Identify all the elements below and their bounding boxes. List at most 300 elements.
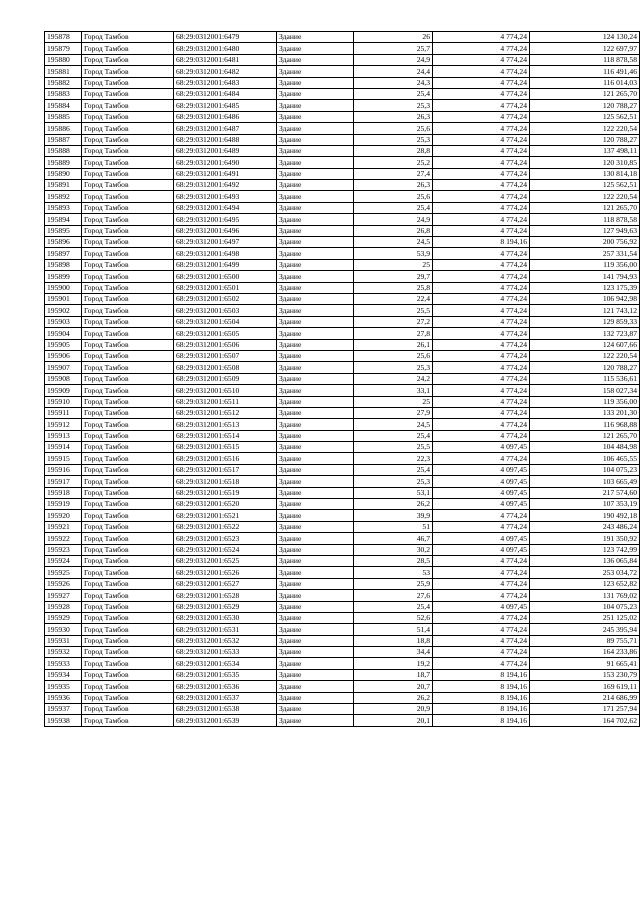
row-number-cell: 195902 <box>45 305 82 316</box>
table-row <box>45 350 640 361</box>
area-value-cell: 25,3 <box>354 476 433 487</box>
table-row <box>45 658 640 669</box>
unit-price-cell: 4 774,24 <box>433 66 530 77</box>
row-number-cell: 195910 <box>45 396 82 407</box>
row-number-cell: 195922 <box>45 533 82 544</box>
object-type-cell: Здание <box>277 305 354 316</box>
cadastral-number-cell: 68:29:0312001:6491 <box>174 168 277 179</box>
area-value-cell: 26,1 <box>354 339 433 350</box>
row-number-cell: 195878 <box>45 32 82 43</box>
table-row <box>45 271 640 282</box>
city-name-cell: Город Тамбов <box>82 32 174 43</box>
row-number-cell: 195908 <box>45 373 82 384</box>
object-type-cell: Здание <box>277 88 354 99</box>
row-number-cell: 195918 <box>45 487 82 498</box>
area-value-cell: 25,3 <box>354 134 433 145</box>
row-number-cell: 195890 <box>45 168 82 179</box>
object-type-cell: Здание <box>277 704 354 715</box>
table-row <box>45 191 640 202</box>
object-type-cell: Здание <box>277 464 354 475</box>
object-type-cell: Здание <box>277 647 354 658</box>
city-name-cell: Город Тамбов <box>82 271 174 282</box>
object-type-cell: Здание <box>277 669 354 680</box>
cadastral-value-cell: 104 075,23 <box>530 601 640 612</box>
cadastral-value-cell: 116 491,46 <box>530 66 640 77</box>
unit-price-cell: 8 194,16 <box>433 681 530 692</box>
area-value-cell: 26,3 <box>354 180 433 191</box>
area-value-cell: 53,1 <box>354 487 433 498</box>
unit-price-cell: 4 774,24 <box>433 612 530 623</box>
cadastral-number-cell: 68:29:0312001:6480 <box>174 43 277 54</box>
area-value-cell: 29,7 <box>354 271 433 282</box>
row-number-cell: 195937 <box>45 704 82 715</box>
city-name-cell: Город Тамбов <box>82 612 174 623</box>
cadastral-number-cell: 68:29:0312001:6512 <box>174 407 277 418</box>
cadastral-number-cell: 68:29:0312001:6521 <box>174 510 277 521</box>
row-number-cell: 195907 <box>45 362 82 373</box>
unit-price-cell: 4 774,24 <box>433 123 530 134</box>
cadastral-value-cell: 137 498,11 <box>530 145 640 156</box>
unit-price-cell: 4 774,24 <box>433 407 530 418</box>
cadastral-number-cell: 68:29:0312001:6486 <box>174 111 277 122</box>
table-row <box>45 555 640 566</box>
cadastral-value-cell: 257 331,54 <box>530 248 640 259</box>
city-name-cell: Город Тамбов <box>82 100 174 111</box>
table-row <box>45 476 640 487</box>
cadastral-value-cell: 118 878,58 <box>530 54 640 65</box>
object-type-cell: Здание <box>277 214 354 225</box>
table-row <box>45 305 640 316</box>
cadastral-value-cell: 121 265,70 <box>530 88 640 99</box>
city-name-cell: Город Тамбов <box>82 715 174 726</box>
row-number-cell: 195897 <box>45 248 82 259</box>
unit-price-cell: 4 774,24 <box>433 134 530 145</box>
city-name-cell: Город Тамбов <box>82 362 174 373</box>
area-value-cell: 51,4 <box>354 624 433 635</box>
cadastral-number-cell: 68:29:0312001:6488 <box>174 134 277 145</box>
table-row <box>45 715 640 726</box>
cadastral-number-cell: 68:29:0312001:6493 <box>174 191 277 202</box>
unit-price-cell: 4 774,24 <box>433 157 530 168</box>
table-row <box>45 168 640 179</box>
unit-price-cell: 4 774,24 <box>433 316 530 327</box>
city-name-cell: Город Тамбов <box>82 202 174 213</box>
row-number-cell: 195923 <box>45 544 82 555</box>
cadastral-value-cell: 103 665,49 <box>530 476 640 487</box>
area-value-cell: 25,4 <box>354 464 433 475</box>
cadastral-value-cell: 164 702,62 <box>530 715 640 726</box>
object-type-cell: Здание <box>277 282 354 293</box>
area-value-cell: 24,2 <box>354 373 433 384</box>
city-name-cell: Город Тамбов <box>82 214 174 225</box>
area-value-cell: 18,7 <box>354 669 433 680</box>
area-value-cell: 25,5 <box>354 442 433 453</box>
unit-price-cell: 4 774,24 <box>433 567 530 578</box>
cadastral-number-cell: 68:29:0312001:6498 <box>174 248 277 259</box>
area-value-cell: 26,8 <box>354 225 433 236</box>
cadastral-value-cell: 214 686,99 <box>530 692 640 703</box>
cadastral-value-cell: 158 027,34 <box>530 385 640 396</box>
city-name-cell: Город Тамбов <box>82 225 174 236</box>
area-value-cell: 25,4 <box>354 601 433 612</box>
city-name-cell: Город Тамбов <box>82 237 174 248</box>
city-name-cell: Город Тамбов <box>82 157 174 168</box>
row-number-cell: 195916 <box>45 464 82 475</box>
cadastral-number-cell: 68:29:0312001:6535 <box>174 669 277 680</box>
unit-price-cell: 4 774,24 <box>433 43 530 54</box>
table-row <box>45 704 640 715</box>
area-value-cell: 26,2 <box>354 692 433 703</box>
unit-price-cell: 4 774,24 <box>433 510 530 521</box>
unit-price-cell: 8 194,16 <box>433 704 530 715</box>
area-value-cell: 24,5 <box>354 419 433 430</box>
cadastral-number-cell: 68:29:0312001:6495 <box>174 214 277 225</box>
object-type-cell: Здание <box>277 54 354 65</box>
cadastral-value-cell: 120 310,85 <box>530 157 640 168</box>
city-name-cell: Город Тамбов <box>82 681 174 692</box>
unit-price-cell: 4 774,24 <box>433 32 530 43</box>
table-row <box>45 362 640 373</box>
table-row <box>45 601 640 612</box>
cadastral-value-cell: 116 968,88 <box>530 419 640 430</box>
city-name-cell: Город Тамбов <box>82 396 174 407</box>
city-name-cell: Город Тамбов <box>82 533 174 544</box>
object-type-cell: Здание <box>277 66 354 77</box>
cadastral-value-cell: 121 743,12 <box>530 305 640 316</box>
cadastral-number-cell: 68:29:0312001:6510 <box>174 385 277 396</box>
object-type-cell: Здание <box>277 533 354 544</box>
area-value-cell: 25,6 <box>354 191 433 202</box>
table-row <box>45 316 640 327</box>
unit-price-cell: 4 774,24 <box>433 430 530 441</box>
cadastral-number-cell: 68:29:0312001:6487 <box>174 123 277 134</box>
area-value-cell: 26,3 <box>354 111 433 122</box>
row-number-cell: 195938 <box>45 715 82 726</box>
object-type-cell: Здание <box>277 635 354 646</box>
cadastral-number-cell: 68:29:0312001:6520 <box>174 499 277 510</box>
unit-price-cell: 4 774,24 <box>433 521 530 532</box>
unit-price-cell: 4 774,24 <box>433 590 530 601</box>
cadastral-number-cell: 68:29:0312001:6507 <box>174 350 277 361</box>
object-type-cell: Здание <box>277 419 354 430</box>
object-type-cell: Здание <box>277 259 354 270</box>
object-type-cell: Здание <box>277 316 354 327</box>
cadastral-value-cell: 190 492,18 <box>530 510 640 521</box>
object-type-cell: Здание <box>277 624 354 635</box>
cadastral-value-cell: 123 175,39 <box>530 282 640 293</box>
object-type-cell: Здание <box>277 157 354 168</box>
city-name-cell: Город Тамбов <box>82 111 174 122</box>
city-name-cell: Город Тамбов <box>82 191 174 202</box>
object-type-cell: Здание <box>277 134 354 145</box>
city-name-cell: Город Тамбов <box>82 248 174 259</box>
object-type-cell: Здание <box>277 225 354 236</box>
cadastral-value-cell: 127 949,63 <box>530 225 640 236</box>
object-type-cell: Здание <box>277 43 354 54</box>
area-value-cell: 25 <box>354 396 433 407</box>
cadastral-number-cell: 68:29:0312001:6531 <box>174 624 277 635</box>
table-row <box>45 419 640 430</box>
area-value-cell: 25,9 <box>354 578 433 589</box>
cadastral-value-cell: 119 356,00 <box>530 396 640 407</box>
row-number-cell: 195893 <box>45 202 82 213</box>
cadastral-value-cell: 136 065,84 <box>530 555 640 566</box>
cadastral-value-cell: 122 220,54 <box>530 191 640 202</box>
row-number-cell: 195892 <box>45 191 82 202</box>
row-number-cell: 195895 <box>45 225 82 236</box>
area-value-cell: 53,9 <box>354 248 433 259</box>
unit-price-cell: 4 774,24 <box>433 214 530 225</box>
row-number-cell: 195900 <box>45 282 82 293</box>
cadastral-number-cell: 68:29:0312001:6533 <box>174 647 277 658</box>
cadastral-number-cell: 68:29:0312001:6538 <box>174 704 277 715</box>
unit-price-cell: 4 774,24 <box>433 54 530 65</box>
cadastral-number-cell: 68:29:0312001:6508 <box>174 362 277 373</box>
row-number-cell: 195915 <box>45 453 82 464</box>
object-type-cell: Здание <box>277 681 354 692</box>
table-row <box>45 111 640 122</box>
city-name-cell: Город Тамбов <box>82 692 174 703</box>
row-number-cell: 195899 <box>45 271 82 282</box>
object-type-cell: Здание <box>277 510 354 521</box>
row-number-cell: 195884 <box>45 100 82 111</box>
cadastral-number-cell: 68:29:0312001:6482 <box>174 66 277 77</box>
unit-price-cell: 4 774,24 <box>433 385 530 396</box>
unit-price-cell: 4 774,24 <box>433 88 530 99</box>
table-row <box>45 328 640 339</box>
area-value-cell: 20,9 <box>354 704 433 715</box>
table-row <box>45 214 640 225</box>
row-number-cell: 195934 <box>45 669 82 680</box>
city-name-cell: Город Тамбов <box>82 578 174 589</box>
unit-price-cell: 4 097,45 <box>433 533 530 544</box>
area-value-cell: 25,3 <box>354 100 433 111</box>
object-type-cell: Здание <box>277 373 354 384</box>
row-number-cell: 195898 <box>45 259 82 270</box>
row-number-cell: 195912 <box>45 419 82 430</box>
cadastral-number-cell: 68:29:0312001:6503 <box>174 305 277 316</box>
area-value-cell: 19,2 <box>354 658 433 669</box>
city-name-cell: Город Тамбов <box>82 385 174 396</box>
table-row <box>45 248 640 259</box>
table-row <box>45 282 640 293</box>
area-value-cell: 28,8 <box>354 145 433 156</box>
object-type-cell: Здание <box>277 612 354 623</box>
area-value-cell: 26,2 <box>354 499 433 510</box>
unit-price-cell: 4 097,45 <box>433 464 530 475</box>
area-value-cell: 25,3 <box>354 362 433 373</box>
city-name-cell: Город Тамбов <box>82 647 174 658</box>
row-number-cell: 195885 <box>45 111 82 122</box>
area-value-cell: 25 <box>354 259 433 270</box>
object-type-cell: Здание <box>277 590 354 601</box>
object-type-cell: Здание <box>277 476 354 487</box>
area-value-cell: 25,4 <box>354 202 433 213</box>
cadastral-number-cell: 68:29:0312001:6518 <box>174 476 277 487</box>
cadastral-number-cell: 68:29:0312001:6481 <box>174 54 277 65</box>
unit-price-cell: 4 097,45 <box>433 601 530 612</box>
cadastral-number-cell: 68:29:0312001:6511 <box>174 396 277 407</box>
cadastral-number-cell: 68:29:0312001:6484 <box>174 88 277 99</box>
city-name-cell: Город Тамбов <box>82 476 174 487</box>
table-row <box>45 590 640 601</box>
unit-price-cell: 4 774,24 <box>433 555 530 566</box>
unit-price-cell: 4 774,24 <box>433 635 530 646</box>
row-number-cell: 195889 <box>45 157 82 168</box>
city-name-cell: Город Тамбов <box>82 259 174 270</box>
city-name-cell: Город Тамбов <box>82 442 174 453</box>
cadastral-number-cell: 68:29:0312001:6525 <box>174 555 277 566</box>
row-number-cell: 195921 <box>45 521 82 532</box>
object-type-cell: Здание <box>277 77 354 88</box>
area-value-cell: 20,1 <box>354 715 433 726</box>
table-row <box>45 567 640 578</box>
object-type-cell: Здание <box>277 111 354 122</box>
area-value-cell: 25,5 <box>354 305 433 316</box>
area-value-cell: 28,5 <box>354 555 433 566</box>
city-name-cell: Город Тамбов <box>82 419 174 430</box>
table-row <box>45 521 640 532</box>
cadastral-value-cell: 171 257,94 <box>530 704 640 715</box>
unit-price-cell: 4 774,24 <box>433 168 530 179</box>
city-name-cell: Город Тамбов <box>82 339 174 350</box>
unit-price-cell: 8 194,16 <box>433 669 530 680</box>
row-number-cell: 195927 <box>45 590 82 601</box>
table-row <box>45 293 640 304</box>
table-row <box>45 544 640 555</box>
area-value-cell: 18,8 <box>354 635 433 646</box>
cadastral-number-cell: 68:29:0312001:6506 <box>174 339 277 350</box>
city-name-cell: Город Тамбов <box>82 145 174 156</box>
unit-price-cell: 4 774,24 <box>433 578 530 589</box>
city-name-cell: Город Тамбов <box>82 704 174 715</box>
table-row <box>45 77 640 88</box>
object-type-cell: Здание <box>277 123 354 134</box>
table-row <box>45 442 640 453</box>
table-row <box>45 145 640 156</box>
object-type-cell: Здание <box>277 601 354 612</box>
city-name-cell: Город Тамбов <box>82 123 174 134</box>
cadastral-number-cell: 68:29:0312001:6534 <box>174 658 277 669</box>
cadastral-number-cell: 68:29:0312001:6496 <box>174 225 277 236</box>
unit-price-cell: 4 774,24 <box>433 624 530 635</box>
city-name-cell: Город Тамбов <box>82 168 174 179</box>
unit-price-cell: 8 194,16 <box>433 692 530 703</box>
cadastral-number-cell: 68:29:0312001:6526 <box>174 567 277 578</box>
cadastral-number-cell: 68:29:0312001:6505 <box>174 328 277 339</box>
area-value-cell: 22,4 <box>354 293 433 304</box>
object-type-cell: Здание <box>277 692 354 703</box>
cadastral-value-cell: 123 742,99 <box>530 544 640 555</box>
cadastral-number-cell: 68:29:0312001:6515 <box>174 442 277 453</box>
table-row <box>45 396 640 407</box>
object-type-cell: Здание <box>277 544 354 555</box>
unit-price-cell: 8 194,16 <box>433 715 530 726</box>
object-type-cell: Здание <box>277 248 354 259</box>
row-number-cell: 195886 <box>45 123 82 134</box>
city-name-cell: Город Тамбов <box>82 282 174 293</box>
cadastral-number-cell: 68:29:0312001:6530 <box>174 612 277 623</box>
row-number-cell: 195913 <box>45 430 82 441</box>
cadastral-value-cell: 121 265,70 <box>530 430 640 441</box>
cadastral-number-cell: 68:29:0312001:6519 <box>174 487 277 498</box>
row-number-cell: 195920 <box>45 510 82 521</box>
table-row <box>45 32 640 43</box>
cadastral-number-cell: 68:29:0312001:6513 <box>174 419 277 430</box>
area-value-cell: 20,7 <box>354 681 433 692</box>
unit-price-cell: 4 774,24 <box>433 282 530 293</box>
row-number-cell: 195880 <box>45 54 82 65</box>
cadastral-number-cell: 68:29:0312001:6516 <box>174 453 277 464</box>
unit-price-cell: 4 774,24 <box>433 453 530 464</box>
table-row <box>45 385 640 396</box>
table-row <box>45 134 640 145</box>
cadastral-number-cell: 68:29:0312001:6502 <box>174 293 277 304</box>
unit-price-cell: 4 774,24 <box>433 77 530 88</box>
city-name-cell: Город Тамбов <box>82 521 174 532</box>
table-row <box>45 430 640 441</box>
unit-price-cell: 4 774,24 <box>433 100 530 111</box>
cadastral-value-cell: 125 562,51 <box>530 111 640 122</box>
table-row <box>45 578 640 589</box>
unit-price-cell: 4 774,24 <box>433 191 530 202</box>
row-number-cell: 195919 <box>45 499 82 510</box>
object-type-cell: Здание <box>277 499 354 510</box>
cadastral-number-cell: 68:29:0312001:6497 <box>174 237 277 248</box>
table-row <box>45 499 640 510</box>
unit-price-cell: 4 774,24 <box>433 225 530 236</box>
unit-price-cell: 4 774,24 <box>433 339 530 350</box>
cadastral-value-cell: 169 619,11 <box>530 681 640 692</box>
row-number-cell: 195904 <box>45 328 82 339</box>
row-number-cell: 195935 <box>45 681 82 692</box>
area-value-cell: 25,2 <box>354 157 433 168</box>
unit-price-cell: 4 774,24 <box>433 293 530 304</box>
cadastral-value-cell: 106 942,98 <box>530 293 640 304</box>
object-type-cell: Здание <box>277 100 354 111</box>
cadastral-value-cell: 245 395,94 <box>530 624 640 635</box>
table-row <box>45 259 640 270</box>
cadastral-value-cell: 141 794,93 <box>530 271 640 282</box>
object-type-cell: Здание <box>277 237 354 248</box>
object-type-cell: Здание <box>277 293 354 304</box>
cadastral-value-cell: 115 536,61 <box>530 373 640 384</box>
object-type-cell: Здание <box>277 430 354 441</box>
cadastral-number-cell: 68:29:0312001:6514 <box>174 430 277 441</box>
unit-price-cell: 4 774,24 <box>433 362 530 373</box>
object-type-cell: Здание <box>277 202 354 213</box>
city-name-cell: Город Тамбов <box>82 624 174 635</box>
unit-price-cell: 4 774,24 <box>433 658 530 669</box>
cadastral-value-cell: 125 562,51 <box>530 180 640 191</box>
object-type-cell: Здание <box>277 453 354 464</box>
table-row <box>45 157 640 168</box>
city-name-cell: Город Тамбов <box>82 544 174 555</box>
cadastral-number-cell: 68:29:0312001:6539 <box>174 715 277 726</box>
cadastral-number-cell: 68:29:0312001:6523 <box>174 533 277 544</box>
row-number-cell: 195887 <box>45 134 82 145</box>
table-row <box>45 635 640 646</box>
city-name-cell: Город Тамбов <box>82 590 174 601</box>
table-row <box>45 100 640 111</box>
row-number-cell: 195881 <box>45 66 82 77</box>
row-number-cell: 195925 <box>45 567 82 578</box>
object-type-cell: Здание <box>277 715 354 726</box>
area-value-cell: 27,8 <box>354 328 433 339</box>
row-number-cell: 195928 <box>45 601 82 612</box>
cadastral-number-cell: 68:29:0312001:6479 <box>174 32 277 43</box>
table-row <box>45 692 640 703</box>
